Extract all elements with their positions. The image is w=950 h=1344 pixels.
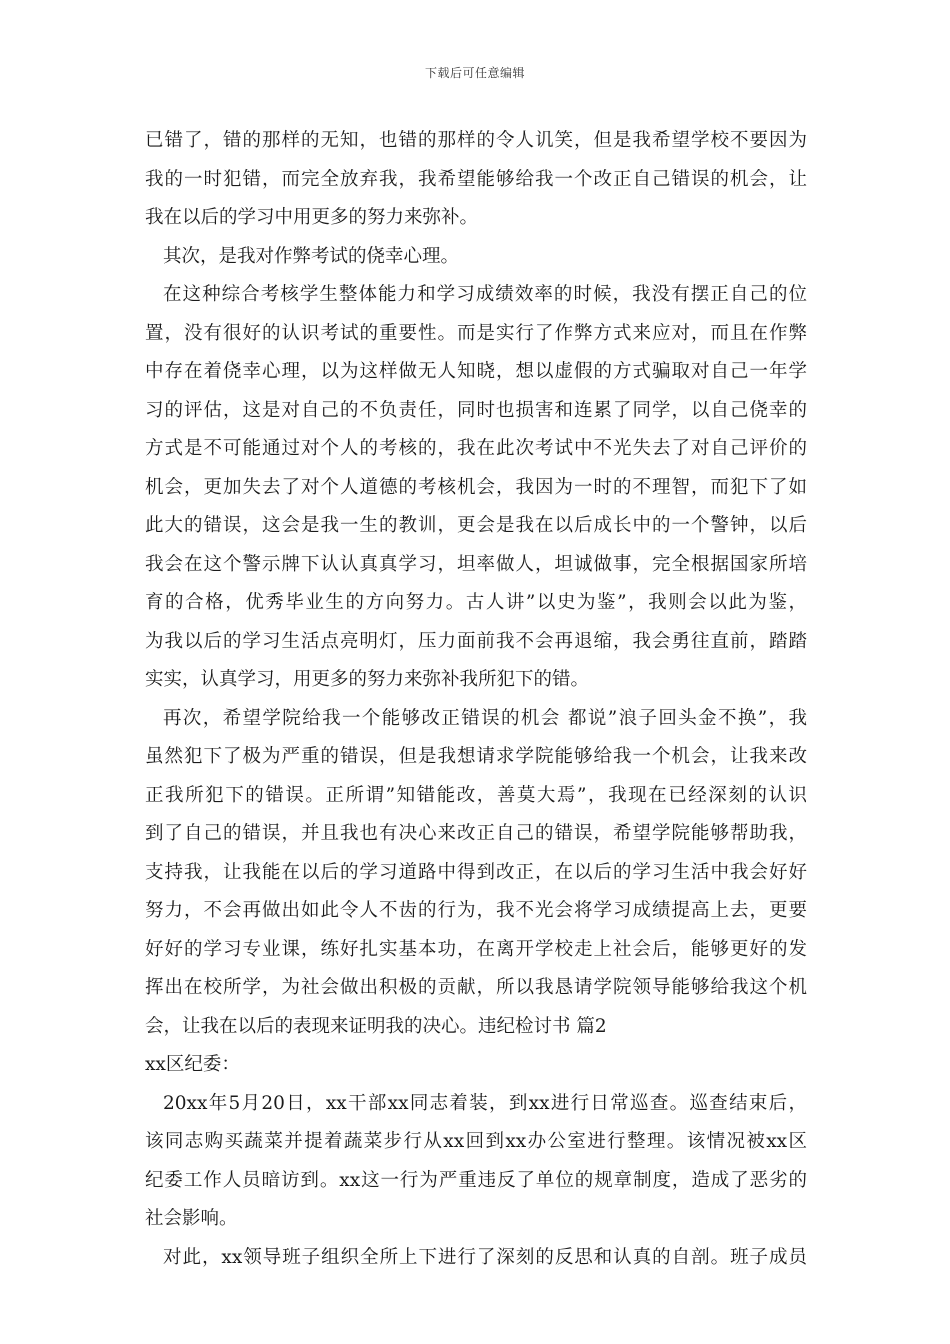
- text-line: 该同志购买蔬菜并提着蔬菜步行从xx回到xx办公室进行整理。该情况被xx区: [145, 1131, 807, 1152]
- text-line: 置，没有很好的认识考试的重要性。而是实行了作弊方式来应对，而且在作弊: [145, 322, 807, 344]
- text-line: 到了自己的错误，并且我也有决心来改正自己的错误，希望学院能够帮助我，: [145, 823, 807, 844]
- text-line: 正我所犯下的错误。正所谓”知错能改，善莫大焉”，我现在已经深刻的认识: [145, 784, 807, 806]
- text-line: 方式是不可能通过对个人的考核的，我在此次考试中不光失去了对自己评价的: [145, 438, 807, 459]
- text-line: 育的合格，优秀毕业生的方向努力。古人讲”以史为鉴”，我则会以此为鉴，: [145, 592, 807, 613]
- text-line: 支持我，让我能在以后的学习道路中得到改正，在以后的学习生活中我会好好: [145, 861, 807, 883]
- text-line: 已错了，错的那样的无知，也错的那样的令人讥笑，但是我希望学校不要因为: [145, 130, 807, 151]
- text-line: 对此，xx领导班子组织全所上下进行了深刻的反思和认真的自剖。班子成员: [163, 1246, 807, 1268]
- paragraph-heading: 其次，是我对作弊考试的侥幸心理。: [163, 245, 460, 267]
- text-line: 我会在这个警示牌下认认真真学习，坦率做人，坦诚做事，完全根据国家所培: [145, 553, 807, 575]
- text-line: 在这种综合考核学生整体能力和学习成绩效率的时候，我没有摆正自己的位: [163, 284, 807, 305]
- text-line: 再次，希望学院给我一个能够改正错误的机会 都说”浪子回头金不换”，我: [163, 707, 807, 729]
- text-line: 挥出在校所学，为社会做出积极的贡献，所以我恳请学院领导能够给我这个机: [145, 977, 807, 998]
- text-line: 虽然犯下了极为严重的错误，但是我想请求学院能够给我一个机会，让我来改: [145, 746, 807, 767]
- text-line: 习的评估，这是对自己的不负责任，同时也损害和连累了同学，以自己侥幸的: [145, 399, 807, 421]
- page-header: 下载后可任意编辑: [424, 66, 525, 80]
- text-line: 努力，不会再做出如此令人不齿的行为，我不光会将学习成绩提高上去，更要: [145, 900, 807, 921]
- text-line: 实实，认真学习，用更多的努力来弥补我所犯下的错。: [145, 669, 590, 690]
- text-line: 社会影响。: [145, 1208, 238, 1229]
- document-body: [145, 122, 807, 1277]
- text-line: 好好的学习专业课，练好扎实基本功，在离开学校走上社会后，能够更好的发: [145, 938, 807, 960]
- text-line: 会，让我在以后的表现来证明我的决心。违纪检讨书 篇2: [145, 1015, 607, 1037]
- text-line: 纪委工作人员暗访到。xx这一行为严重违反了单位的规章制度，造成了恶劣的: [145, 1169, 807, 1191]
- text-line: 我的一时犯错，而完全放弃我，我希望能够给我一个改正自己错误的机会，让: [145, 168, 807, 190]
- text-line: 为我以后的学习生活点亮明灯，压力面前我不会再退缩，我会勇往直前，踏踏: [145, 630, 807, 652]
- text-line: 中存在着侥幸心理，以为这样做无人知晓，想以虚假的方式骗取对自己一年学: [145, 361, 807, 382]
- salutation: xx区纪委：: [145, 1054, 240, 1075]
- text-line: 此大的错误，这会是我一生的教训，更会是我在以后成长中的一个警钟，以后: [145, 515, 807, 536]
- text-line: 机会，更加失去了对个人道德的考核机会，我因为一时的不理智，而犯下了如: [145, 476, 807, 498]
- text-line: 我在以后的学习中用更多的努力来弥补。: [145, 207, 479, 228]
- text-line: 20xx年5月20日，xx干部xx同志着装，到xx进行日常巡查。巡查结束后，: [163, 1092, 807, 1114]
